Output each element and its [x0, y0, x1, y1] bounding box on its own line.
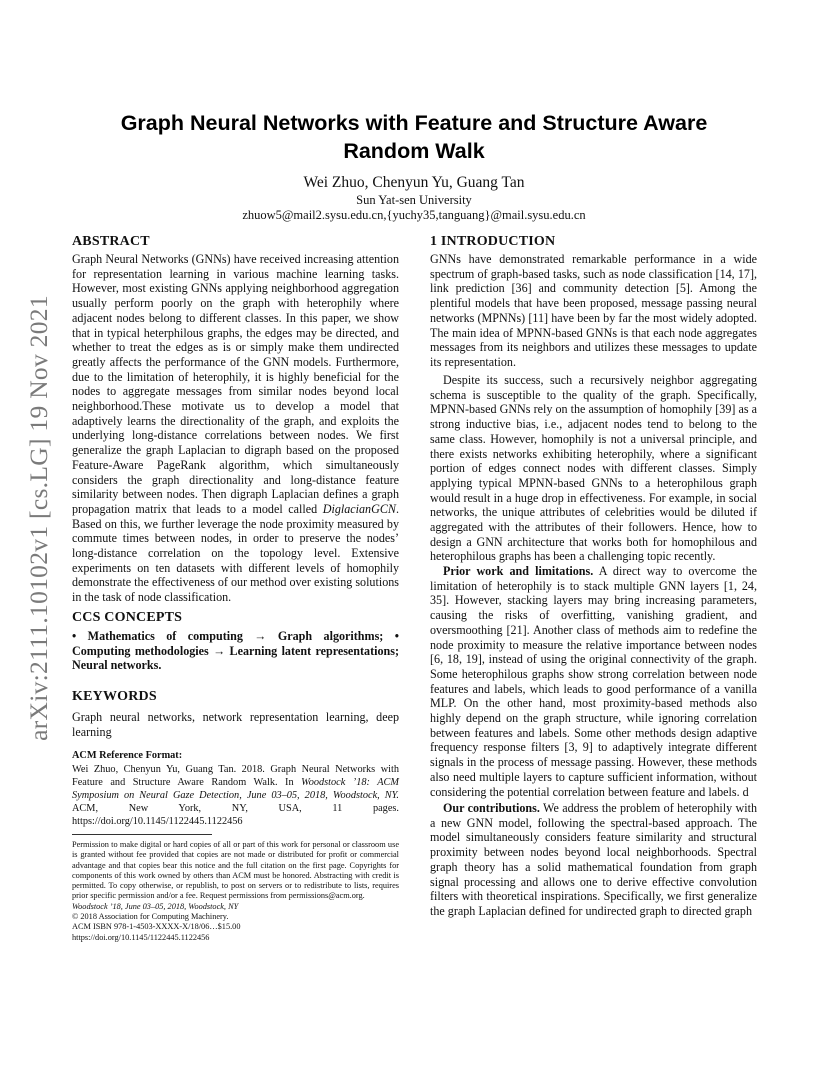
arxiv-identifier	[22, 278, 56, 758]
footnote-isbn: ACM ISBN 978-1-4503-XXXX-X/18/06…$15.00	[72, 922, 241, 932]
abstract-text: Graph Neural Networks (GNNs) have received increasing attention for representation learning in various machine learning tasks. However, most existing GNNs applying neighborhood aggregation usually perform poorly on the graph with heterophily where adjacent nodes belong to different classes. In this paper, we show that in typical heterphilous graphs, the edges may be directed, and whether to treat the edges as is or simply make them undirected greatly affects the performance of the GNN models. Furthermore, due to the limitation of heterophily, it is highly beneficial for the nodes to aggregate messages from similar nodes beyond local neighborhood.These motivate us to develop a model that adaptively learns the directionality of the graph, and exploits the underlying long-distance correlations between nodes. We first generalize the graph Laplacian to digraph based on the proposed Feature-Aware PageRank algorithm, which simultaneously considers the graph directionality and long-distance feature similarity between nodes. Then digraph Laplacian defines a graph propagation matrix that leads to a model called DiglacianGCN. Based on this, we further leverage the node proximity measured by commute times between nodes, in order to preserve the nodes’ long-distance correlation on the topology level. Extensive experiments on ten datasets with different levels of homophily demonstrate the effectiveness of our method over existing solutions in the task of node classification.	[72, 252, 400, 605]
arxiv-id-text: arXiv:2111.10102v1 [cs.LG] 19 Nov 2021	[24, 295, 53, 741]
intro-paragraph-3: Prior work and limitations. A direct way to overcome the limitation of heterophily is to stack multiple GNN layers [1, 24, 35]. However, stacking layers may bring increasing parameters, causing the risks of overfitting, vanishing gradient, and oversmoothing [21]. Another class of methods aim to redefine the node proximity to measure the relative importance between nodes [6, 18, 19], instead of using the original connectivity of the graph. Some heterophilous graphs show strong correlation between node features and labels, which leads to good performance of a vanilla MLP. On the other hand, most proximity-based methods also highly depend on the graph structure, while ignoring correlation between features and labels. Some other methods design adaptive frequency response filters [3, 9] to adaptively integrate different signals in the process of message passing. However, these methods also need multiple layers to capture sufficient information, without considering the potential correlation between feature and labels. d	[430, 564, 757, 799]
affiliation: Sun Yat-sen University	[356, 193, 472, 207]
title-line-2: Random Walk	[343, 139, 485, 163]
footnote-venue: Woodstock ’18, June 03–05, 2018, Woodstock, NY	[72, 901, 239, 911]
keywords-heading: KEYWORDS	[72, 689, 157, 704]
permission-text: Permission to make digital or hard copies of all or part of this work for personal or classroom use is granted without fee provided that copies are not made or distributed for profit or commercial advantage and that copies bear this notice and the full citation on the first page. Copyrights for components of this work owned by others than ACM must be honored. Abstracting with credit is permitted. To copy otherwise, or republish, to post on servers or to redistribute to lists, requires prior specific permission and/or a fee. Request permissions from permissions@acm.org.	[72, 840, 399, 901]
title-line-1: Graph Neural Networks with Feature and Structure Aware	[120, 111, 708, 135]
acm-reference-heading: ACM Reference Format:	[72, 750, 183, 761]
contributions-label: Our contributions.	[443, 801, 540, 815]
introduction-heading: 1 INTRODUCTION	[430, 234, 556, 249]
acm-reference-venue: Woodstock ’18: ACM Symposium on Neural Gaze Detection, June 03–05, 2018, Woodstock, NY.	[72, 777, 399, 801]
paper-title	[0, 109, 828, 165]
footnote-divider	[72, 834, 212, 835]
author-emails: zhuow5@mail2.sysu.edu.cn,{yuchy35,tanguang}@mail.sysu.edu.cn	[242, 208, 586, 222]
permission-footnote	[72, 840, 399, 943]
footnote-copyright: © 2018 Association for Computing Machinery.	[72, 912, 229, 922]
abstract-heading: ABSTRACT	[72, 234, 150, 249]
authors: Wei Zhuo, Chenyun Yu, Guang Tan	[303, 174, 525, 191]
intro-paragraph-2: Despite its success, such a recursively neighbor aggregating schema is susceptible to the quality of the graph. Specifically, MPNN-based GNNs rely on the assumption of homophily [39] as a strong inductive bias, i.e., adjacent nodes tend to belong to the same class. However, homophily is not a universal principle, and there exists networks exhibiting heterophily, where a significant portion of edges connect nodes with different classes. Simply applying typical MPNN-based GNNs to a heterophilous graph would result in a huge drop in effectiveness. For example, in social networks, the unique attributes of celebrities would be diluted if aggregated with the attributes of their followers. Hence, how to design a GNN architecture that works both for homophilous and heterophilous graphs has been a challenging topic recently.	[430, 373, 757, 564]
model-name: DiglacianGCN	[322, 501, 396, 516]
intro-paragraph-4: Our contributions. We address the problem of heterophily with a new GNN model, following the spectral-based approach. The model simultaneously considers feature similarity and structural proximity between nodes beyond local neighborhoods. Spectral graph theory has a solid mathematical foundation from graph signal processing and allows one to derive effective convolution filters with theoretical inspirations. Specifically, we first generalize the graph Laplacian defined for undirected graph to directed graph	[430, 801, 758, 918]
footnote-doi: https://doi.org/10.1145/1122445.1122456	[72, 932, 210, 942]
intro-paragraph-1: GNNs have demonstrated remarkable performance in a wide spectrum of graph-based tasks, such as node classification [14, 17], link prediction [36] and community detection [5]. Among the plentiful models that have been proposed, message passing neural networks (MPNNs) [11] have been by far the most widely adopted. The main idea of MPNN-based GNNs is that each node aggregates messages from its neighbors and utilizes these messages to update its representation.	[430, 252, 757, 369]
acm-reference-text: Wei Zhuo, Chenyun Yu, Guang Tan. 2018. Graph Neural Networks with Feature and Structure Aware Random Walk. In Woodstock ’18: ACM Symposium on Neural Gaze Detection, June 03–05, 2018, Woodstock, NY. ACM, New York, NY, USA, 11 pages. https://doi.org/10.1145/1122445.1122456	[72, 764, 399, 827]
prior-work-label: Prior work and limitations.	[443, 564, 594, 578]
ccs-heading: CCS CONCEPTS	[72, 610, 183, 625]
ccs-text: • Mathematics of computing → Graph algorithms; • Computing methodologies → Learning latent representations; Neural networks.	[72, 629, 399, 673]
keywords-text: Graph neural networks, network representation learning, deep learning	[72, 710, 399, 739]
